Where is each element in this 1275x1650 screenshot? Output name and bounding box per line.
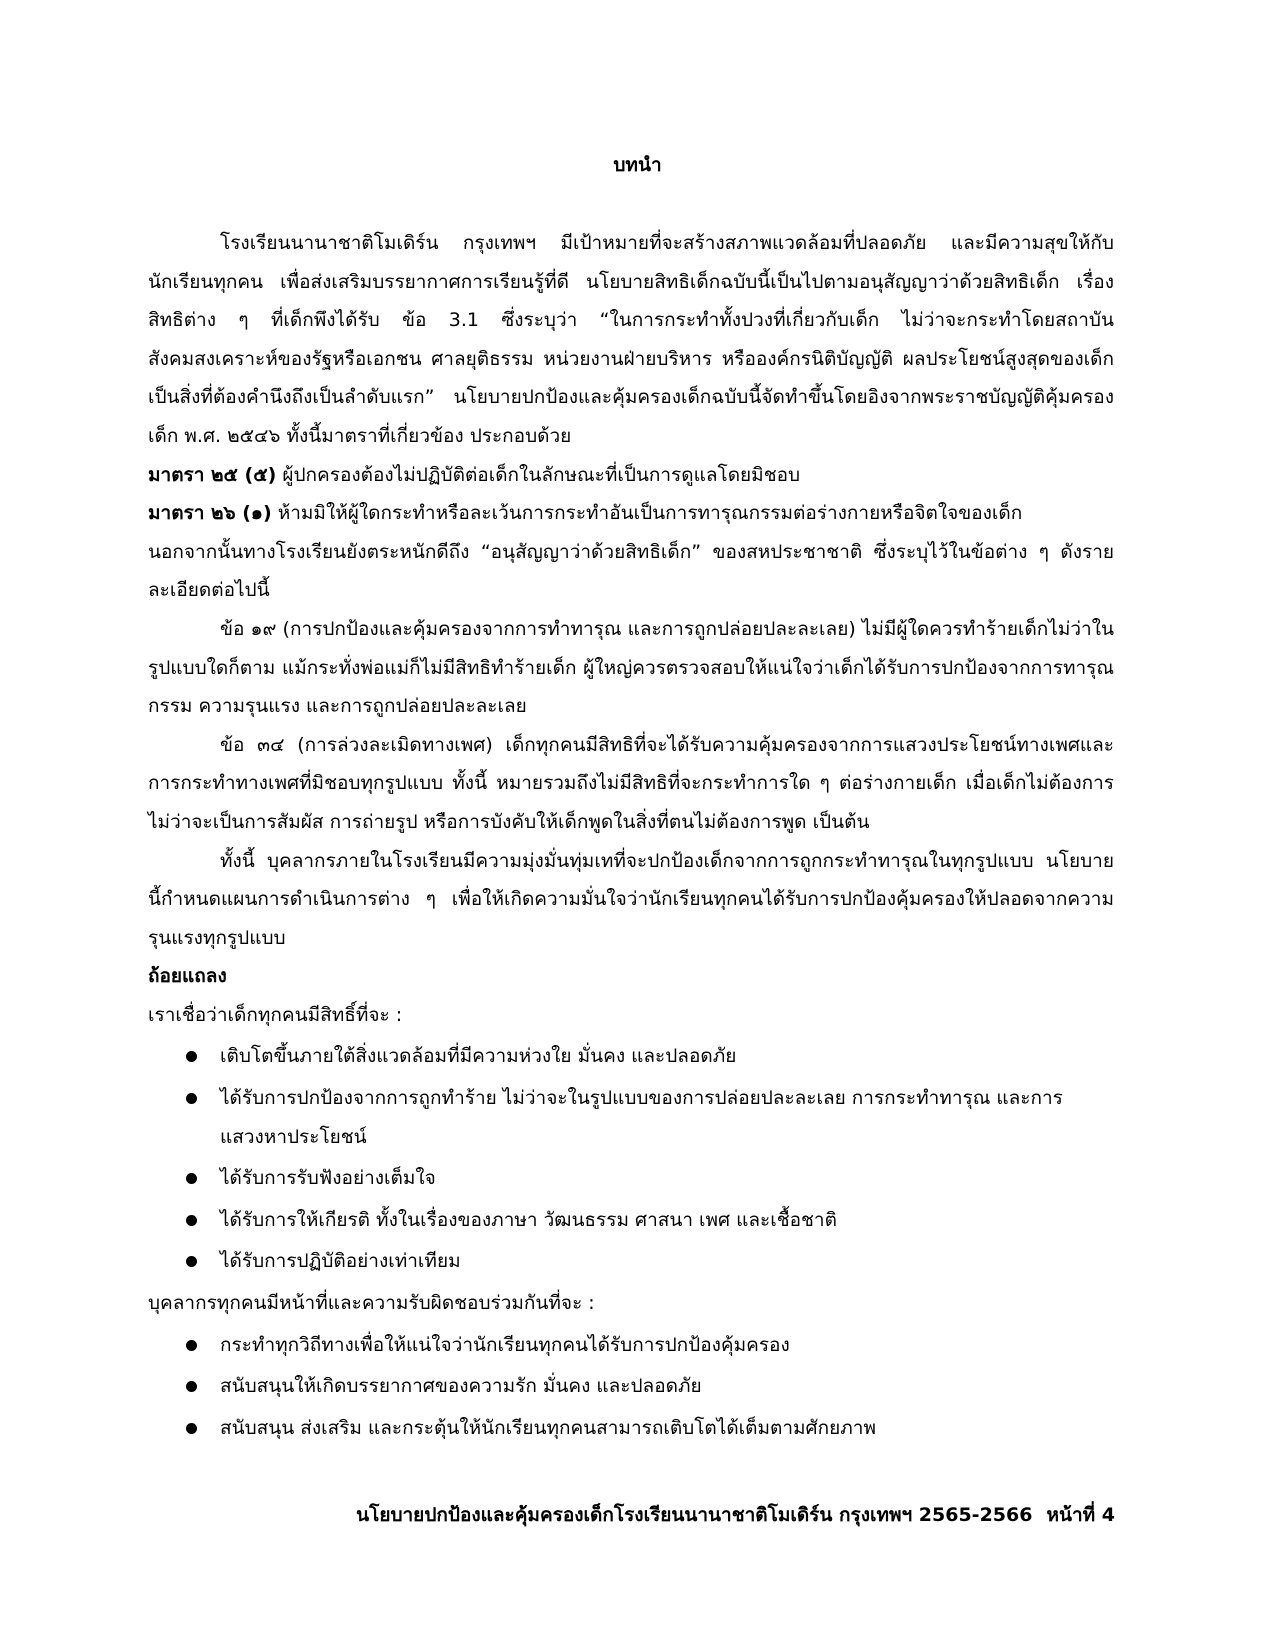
article-19-paragraph: ข้อ ๑๙ (การปกป้องและคุ้มครองจากการทำทารุณ และการถูกปล่อยปละละเลย) ไม่มีผู้ใดควรทำร้ายเด็กไม่ว่าในรูปแบบใดก็ตาม แม้กระทั่งพ่อแม่ก็ไม่มีสิทธิทำร้ายเด็ก ผู้ใหญ่ควรตรวจสอบให้แน่ใจว่าเด็กได้รับการปกป้องจากการทารุณกรรม ความรุนแรง และการถูกปล่อยปละละเลย [148, 617, 1114, 718]
commitment-paragraph: ทั้งนี้ บุคลากรภายในโรงเรียนมีความมุ่งมั่นทุ่มเทที่จะปกป้องเด็กจากการถูกกระทำทารุณในทุกรูปแบบ นโยบายนี้กำหนดแผนการดำเนินการต่าง ๆ เพื่อให้เกิดความมั่นใจว่านักเรียนทุกคนได้รับการปกป้องคุ้มครองให้ปลอดจากความรุนแรงทุกรูปแบบ [148, 849, 1114, 949]
list-item: สนับสนุน ส่งเสริม และกระตุ้นให้นักเรียนทุกคนสามารถเติบโตได้เต็มตามศักยภาพ [148, 1409, 1114, 1448]
list-item: ได้รับการปกป้องจากการถูกทำร้าย ไม่ว่าจะในรูปแบบของการปล่อยปละละเลย การกระทำทารุณ และการแสวงหาประโยชน์ [148, 1079, 1114, 1156]
beliefs-list [148, 1037, 1114, 1281]
page-title: บทนำ [613, 154, 662, 176]
duty-intro: บุคลากรทุกคนมีหน้าที่และความรับผิดชอบร่วมกันที่จะ : [148, 1292, 595, 1315]
list-item: ได้รับการรับฟังอย่างเต็มใจ [148, 1159, 1114, 1198]
document-body [148, 224, 1114, 1450]
statement-heading: ถ้อยแถลง [148, 965, 227, 988]
bullet-icon [186, 1381, 197, 1392]
bullet-icon [186, 1173, 197, 1184]
list-item: กระทำทุกวิถีทางเพื่อให้แน่ใจว่านักเรียนทุกคนได้รับการปกป้องคุ้มครอง [148, 1326, 1114, 1365]
belief-intro: เราเชื่อว่าเด็กทุกคนมีสิทธิ์ที่จะ : [148, 1003, 403, 1026]
list-item: ได้รับการปฏิบัติอย่างเท่าเทียม [148, 1242, 1114, 1281]
page-number: หน้าที่ 4 [1046, 1504, 1115, 1526]
section-26-text: ห้ามมิให้ผู้ใดกระทำหรือละเว้นการกระทำอันเป็นการทารุณกรรมต่อร่างกายหรือจิตใจของเด็ก [271, 502, 1023, 525]
section-25-text: ผู้ปกครองต้องไม่ปฏิบัติต่อเด็กในลักษณะที่เป็นการดูแลโดยมิชอบ [276, 463, 801, 486]
list-item: ได้รับการให้เกียรติ ทั้งในเรื่องของภาษา วัฒนธรรม ศาสนา เพศ และเชื้อชาติ [148, 1201, 1114, 1240]
article-34-paragraph: ข้อ ๓๔ (การล่วงละเมิดทางเพศ) เด็กทุกคนมีสิทธิที่จะได้รับความคุ้มครองจากการแสวงประโยชน์ทางเพศและการกระทำทางเพศที่มิชอบทุกรูปแบบ ทั้งนี้ หมายรวมถึงไม่มีสิทธิที่จะกระทำการใด ๆ ต่อร่างกายเด็ก เมื่อเด็กไม่ต้องการ ไม่ว่าจะเป็นการสัมผัส การถ่ายรูป หรือการบังคับให้เด็กพูดในสิ่งที่ตนไม่ต้องการพูด เป็นต้น [148, 733, 1114, 833]
list-item: เติบโตขึ้นภายใต้สิ่งแวดล้อมที่มีความห่วงใย มั่นคง และปลอดภัย [148, 1037, 1114, 1076]
section-25 [148, 456, 1114, 495]
bullet-icon [186, 1093, 197, 1104]
page-footer [356, 1500, 1115, 1530]
un-paragraph: นอกจากนั้นทางโรงเรียนยังตระหนักดีถึง “อนุสัญญาว่าด้วยสิทธิเด็ก” ของสหประชาชาติ ซึ่งระบุไว้ในข้อต่าง ๆ ดังรายละเอียดต่อไปนี้ [148, 540, 1114, 602]
bullet-icon [186, 1256, 197, 1267]
section-25-label: มาตรา ๒๕ (๕) [148, 463, 277, 486]
bullet-icon [186, 1215, 197, 1226]
section-26-label: มาตรา ๒๖ (๑) [148, 502, 272, 525]
bullet-icon [186, 1423, 197, 1434]
footer-text: นโยบายปกป้องและคุ้มครองเด็กโรงเรียนนานาชาติโมเดิร์น กรุงเทพฯ 2565-2566 [356, 1504, 1033, 1526]
duties-list [148, 1326, 1114, 1448]
intro-paragraph: โรงเรียนนานาชาติโมเดิร์น กรุงเทพฯ มีเป้าหมายที่จะสร้างสภาพแวดล้อมที่ปลอดภัย และมีความสุขให้กับนักเรียนทุกคน เพื่อส่งเสริมบรรยากาศการเรียนรู้ที่ดี นโยบายสิทธิเด็กฉบับนี้เป็นไปตามอนุสัญญาว่าด้วยสิทธิเด็ก เรื่อง สิทธิต่าง ๆ ที่เด็กพึงได้รับ ข้อ 3.1 ซึ่งระบุว่า “ในการกระทำทั้งปวงที่เกี่ยวกับเด็ก ไม่ว่าจะกระทำโดยสถาบันสังคมสงเคราะห์ของรัฐหรือเอกชน ศาลยุติธรรม หน่วยงานฝ่ายบริหาร หรือองค์กรนิติบัญญัติ ผลประโยชน์สูงสุดของเด็กเป็นสิ่งที่ต้องคำนึงถึงเป็นลำดับแรก” นโยบายปกป้องและคุ้มครองเด็กฉบับนี้จัดทำขึ้นโดยอิงจากพระราชบัญญัติคุ้มครองเด็ก พ.ศ. ๒๕๔๖ ทั้งนี้มาตราที่เกี่ยวข้อง ประกอบด้วย [148, 232, 1114, 447]
section-26 [148, 494, 1114, 533]
bullet-icon [186, 1340, 197, 1351]
list-item: สนับสนุนให้เกิดบรรยากาศของความรัก มั่นคง และปลอดภัย [148, 1367, 1114, 1406]
bullet-icon [186, 1051, 197, 1062]
